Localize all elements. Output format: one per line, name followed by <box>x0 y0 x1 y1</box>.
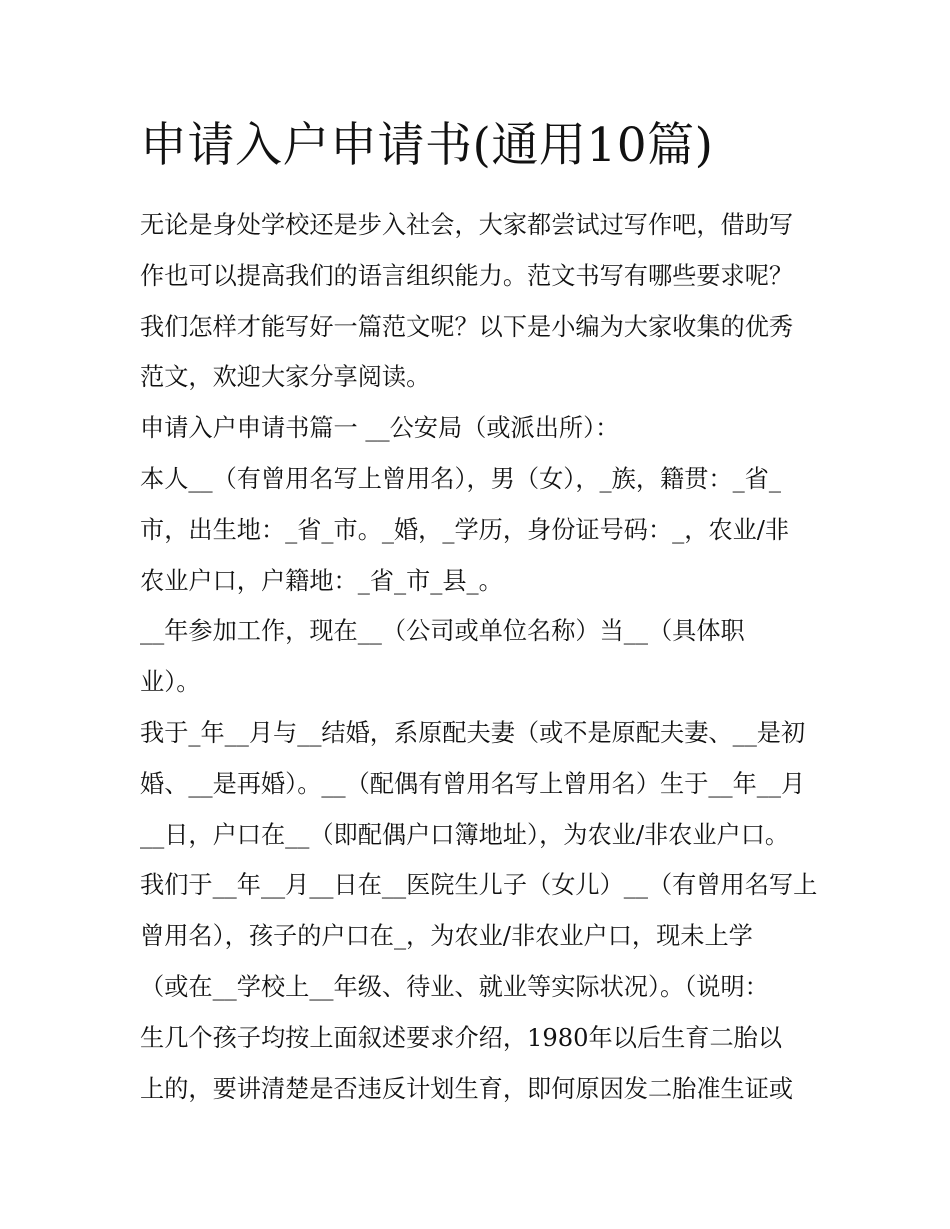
text-line: 婚、__是再婚）。__（配偶有曾用名写上曾用名）生于__年__月 <box>140 769 806 798</box>
personal-info-paragraph <box>140 454 820 606</box>
text-line: 我们于__年__月__日在__医院生儿子（女儿）__（有曾用名写上 <box>140 871 818 900</box>
text-line: （或在__学校上__年级、待业、就业等实际状况）。（说明： <box>140 972 769 1001</box>
text-line: 范文，欢迎大家分享阅读。 <box>140 363 431 392</box>
work-info-paragraph <box>140 606 820 708</box>
text-line: 我于_年__月与__结婚，系原配夫妻（或不是原配夫妻、__是初 <box>140 718 806 747</box>
text-line: 申请入户申请书篇一 __公安局（或派出所）： <box>140 414 620 443</box>
text-line: 市，出生地：_省_市。_婚，_学历，身份证号码：_，农业/非 <box>140 515 790 544</box>
text-line: 曾用名），孩子的户口在_，为农业/非农业户口，现未上学 <box>140 922 753 951</box>
family-info-paragraph <box>140 708 820 1114</box>
text-line: 作也可以提高我们的语言组织能力。范文书写有哪些要求呢？ <box>140 261 794 290</box>
document-title: 申请入户申请书(通用10篇) <box>140 118 714 173</box>
text-line: 业）。 <box>140 668 201 697</box>
text-line: 无论是身处学校还是步入社会，大家都尝试过写作吧，借助写 <box>140 211 794 239</box>
document-body <box>140 200 820 1114</box>
text-line: 生几个孩子均按上面叙述要求介绍，1980年以后生育二胎以 <box>140 1023 783 1052</box>
text-line: __年参加工作，现在__（公司或单位名称）当__（具体职 <box>140 617 745 646</box>
text-line: 上的，要讲清楚是否违反计划生育，即何原因发二胎准生证或 <box>140 1074 794 1103</box>
intro-paragraph <box>140 200 820 403</box>
salutation-paragraph <box>140 403 820 454</box>
text-line: 农业户口，户籍地：_省_市_县_。 <box>140 566 503 595</box>
text-line: __日，户口在__（即配偶户口簿地址），为农业/非农业户口。 <box>140 820 790 849</box>
text-line: 本人__（有曾用名写上曾用名），男（女），_族，籍贯：_省_ <box>140 464 781 493</box>
text-line: 我们怎样才能写好一篇范文呢？以下是小编为大家收集的优秀 <box>140 312 794 341</box>
